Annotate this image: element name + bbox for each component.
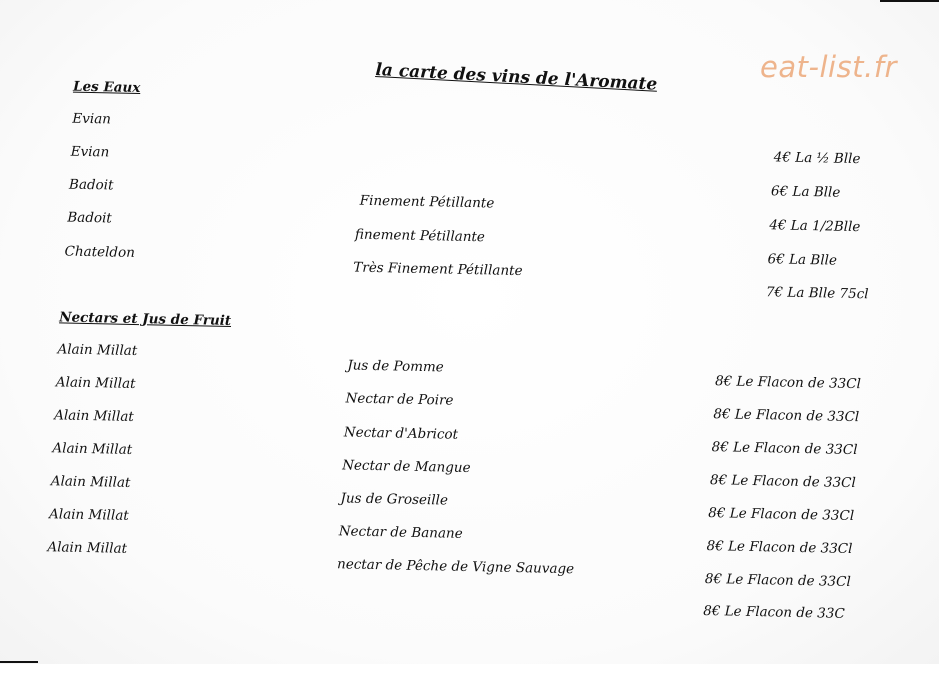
nectar-name-1: Alain Millat	[57, 341, 138, 360]
eaux-desc-4: finement Pétillante	[354, 226, 486, 246]
nectar-name-3: Alain Millat	[53, 407, 134, 425]
section-heading-eaux: Les Eaux	[72, 78, 141, 97]
nectar-price-4: 8€ Le Flacon de 33Cl	[709, 472, 856, 492]
nectar-desc-7: nectar de Pêche de Vigne Sauvage	[336, 556, 575, 578]
eaux-name-3: Badoit	[68, 176, 114, 194]
nectar-price-1: 8€ Le Flacon de 33Cl	[714, 373, 862, 393]
eaux-price-5: 6€ La Blle	[767, 251, 838, 269]
nectar-price-8: 8€ Le Flacon de 33C	[703, 602, 845, 622]
watermark-text: eat-list.fr	[760, 50, 897, 84]
nectar-desc-3: Nectar d'Abricot	[343, 424, 459, 443]
nectar-price-5: 8€ Le Flacon de 33Cl	[708, 505, 855, 525]
nectar-name-7: Alain Millat	[47, 539, 128, 557]
nectar-desc-6: Nectar de Banane	[338, 523, 463, 542]
eaux-desc-3: Finement Pétillante	[359, 192, 495, 212]
eaux-name-2: Evian	[70, 143, 110, 161]
eaux-price-3: 6€ La Blle	[770, 183, 841, 201]
eaux-name-5: Chateldon	[64, 243, 136, 261]
nectar-name-6: Alain Millat	[48, 506, 129, 524]
eaux-name-4: Badoit	[67, 209, 112, 227]
nectar-price-3: 8€ Le Flacon de 33Cl	[711, 439, 858, 459]
nectar-name-2: Alain Millat	[55, 374, 136, 393]
eaux-name-1: Evian	[72, 110, 112, 128]
bottom-left-edge-mark	[0, 661, 38, 663]
eaux-price-2: 4€ La ½ Blle	[773, 149, 861, 168]
nectar-name-4: Alain Millat	[52, 440, 133, 458]
eaux-desc-5: Très Finement Pétillante	[353, 259, 523, 280]
eaux-price-4: 4€ La 1/2Blle	[769, 217, 861, 236]
nectar-name-5: Alain Millat	[50, 473, 131, 491]
section-heading-nectars: Nectars et Jus de Fruit	[59, 309, 232, 330]
eaux-price-6: 7€ La Blle 75cl	[765, 284, 869, 303]
nectar-desc-4: Nectar de Mangue	[342, 457, 471, 477]
nectar-price-7: 8€ Le Flacon de 33Cl	[704, 570, 851, 591]
nectar-price-6: 8€ Le Flacon de 33Cl	[706, 538, 853, 558]
nectar-desc-2: Nectar de Poire	[345, 390, 454, 409]
nectar-price-2: 8€ Le Flacon de 33Cl	[713, 406, 860, 426]
nectar-desc-1: Jus de Pomme	[347, 357, 444, 376]
menu-title: la carte des vins de l'Aromate	[374, 59, 658, 95]
top-right-edge-mark	[880, 0, 939, 2]
nectar-desc-5: Jus de Groseille	[340, 490, 449, 509]
